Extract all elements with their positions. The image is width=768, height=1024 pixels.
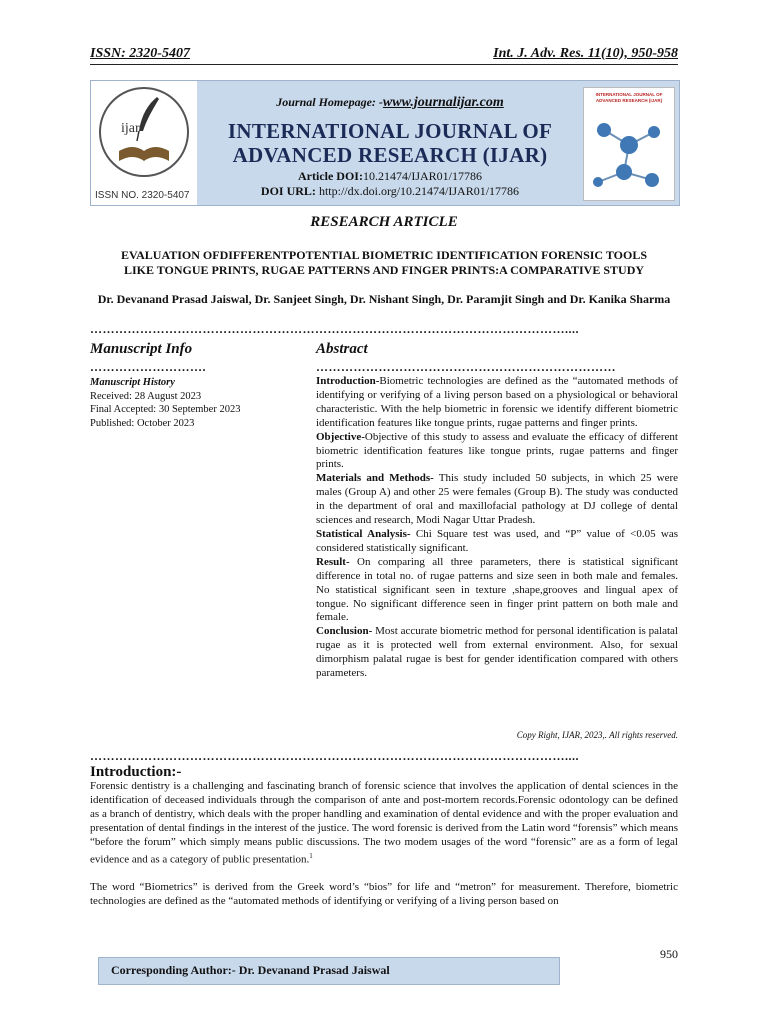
abstract-body (316, 375, 678, 681)
author-list: Dr. Devanand Prasad Jaiswal, Dr. Sanjeet Singh, Dr. Nishant Singh, Dr. Paramjit Singh and Dr. Kanika Sharma (97, 292, 671, 306)
doi-url-link[interactable]: http://dx.doi.org/10.21474/IJAR01/17786 (318, 184, 520, 198)
paper-title (100, 248, 668, 278)
doi-value: 10.21474/IJAR01/17786 (362, 169, 482, 183)
article-type: RESEARCH ARTICLE (310, 214, 458, 230)
paper-title-line2: LIKE TONGUE PRINTS, RUGAE PATTERNS AND FINGER PRINTS:A COMPARATIVE STUDY (123, 263, 645, 277)
introduction-paragraph-1: Forensic dentistry is a challenging and fascinating branch of forensic science that involves the application of dental sciences in the identification of deceased individuals through the comparison of ante and post-mortem records.Forensic odontology can be defined as a branch of dentistry, which deals with the proper handling and examination of dental evidence and with the proper evaluation and presentation of dental findings in the interest of the justice. The word forensic is derived from the Latin word “forensis” which means “before the forum” which simply means public discussions. The two modem usages of the word “forensic” are as a form of legal evidence and as a category of public presentation.$^1$ (90, 780, 678, 866)
received-date: Received: 28 August 2023 (90, 390, 202, 402)
introduction-body (90, 780, 678, 909)
introduction-paragraph-2: The word “Biometrics” is derived from the Greek word’s “bios” for life and “metron” for measurement. Therefore, biometric technologies are defined as the “automated methods of identifying or verifying of a living person based on (90, 881, 678, 907)
corresponding-author: Corresponding Author:- Dr. Devanand Prasad Jaiswal (111, 963, 390, 977)
homepage-label: Journal Homepage: - (276, 95, 383, 109)
homepage-link[interactable]: www.journalijar.com (382, 95, 504, 110)
abstract-result: Result- On comparing all three parameters, there is statistical significant difference in total no. of rugae patterns and size seen in both male and females. No statistical significant seen in texture ,shape,grooves and lingual apex of tongue. No significant difference seen in finger print pattern on both male and female. (316, 555, 678, 624)
logo-issn: ISSN NO. 2320-5407 (95, 190, 190, 201)
journal-banner (90, 80, 680, 206)
journal-title-line1: INTERNATIONAL JOURNAL OF (227, 119, 553, 143)
published-date: Published: October 2023 (90, 417, 195, 429)
abstract-statistics: Statistical Analysis- Chi Square test was used, and “P” value of <0.05 was considered statistically significant. (316, 527, 678, 554)
separator-bottom: …………………………………………………………………………………………………….... (90, 749, 579, 763)
corresponding-author-box (98, 957, 560, 985)
separator-abstract: ……………………………………………………………… (316, 360, 616, 374)
separator-manuscript: ………………………. (90, 360, 206, 374)
page-number: 950 (660, 947, 678, 961)
reference-superscript[interactable]: 1 (309, 851, 313, 860)
header-rule (90, 64, 678, 65)
abstract-objective: Objective-Objective of this study to assess and evaluate the efficacy of different biometric identification features like tongue prints, rugae patterns and finger prints. (316, 430, 678, 471)
journal-homepage (197, 95, 583, 111)
issn-header: ISSN: 2320-5407 (90, 46, 190, 61)
journal-logo (91, 81, 197, 205)
doi-url-label: DOI URL: (260, 184, 316, 198)
quill-book-icon (99, 87, 189, 177)
abstract-introduction: Introduction-Biometric technologies are defined as the “automated methods of identifying or verifying of a living person based on a physiological or behavioral characteristic. With the help biometric in forensic we identify different biometric identification features like tongue prints, rugae patterns and finger prints. (316, 375, 678, 429)
accepted-date: Final Accepted: 30 September 2023 (90, 404, 241, 415)
doi-block (197, 169, 583, 199)
journal-cover-thumbnail (583, 87, 675, 201)
abstract-methods: Materials and Methods- This study included 50 subjects, in which 25 were males (Group A) and other 25 were females (Group B). The study was conducted in the department of oral and maxillofacial pathology at DJ college of dental sciences and research, Modi Nagar Uttar Pradesh. (316, 472, 678, 527)
abstract-heading: Abstract (316, 341, 368, 357)
molecule-icon (584, 110, 674, 198)
copyright-notice: Copy Right, IJAR, 2023,. All rights reserved. (516, 730, 678, 740)
journal-title (197, 119, 583, 167)
logo-text: ijar (121, 121, 140, 136)
manuscript-history-label: Manuscript History (90, 377, 175, 388)
separator-top: …………………………………………………………………………………………………….... (90, 322, 579, 336)
manuscript-history (90, 376, 240, 430)
abstract-conclusion: Conclusion- Most accurate biometric method for personal identification is palatal rugae as it is protected well from external environment. Also, for sexual dimorphism palatal rugae is best for gender identification compared with others parameters. (316, 625, 678, 680)
manuscript-info-heading: Manuscript Info (90, 341, 193, 357)
paper-title-line1: EVALUATION OFDIFFERENTPOTENTIAL BIOMETRIC IDENTIFICATION FORENSIC TOOLS (121, 248, 647, 262)
cover-title: INTERNATIONAL JOURNAL OF ADVANCED RESEARCH (IJAR) (595, 92, 663, 103)
journal-title-line2: ADVANCED RESEARCH (IJAR) (232, 143, 548, 167)
introduction-heading: Introduction:- (90, 764, 182, 780)
citation-header: Int. J. Adv. Res. 11(10), 950-958 (493, 46, 678, 61)
doi-label: Article DOI: (298, 169, 363, 183)
